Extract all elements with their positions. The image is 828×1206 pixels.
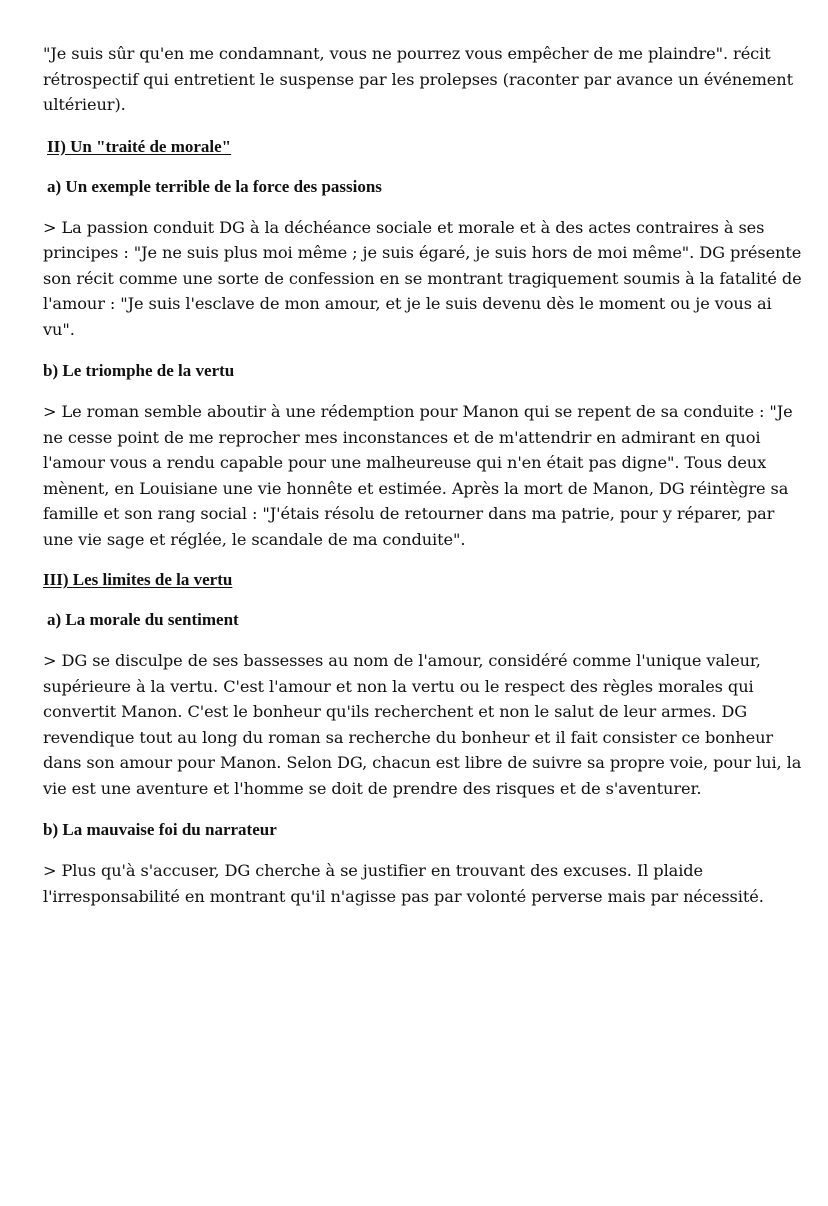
section-2a-paragraph: > La passion conduit DG à la déchéance sociale et morale et à des actes contraires à ses principes : "Je ne suis plus moi même ; je suis égaré, je suis hors de moi même". DG présente son récit comme une sorte de confession en se montrant tragiquement soumis à la fatalité de l'amour : "Je suis l'esclave de mon amour, et je le suis devenu dès le moment ou je vous ai vu". bbox=[43, 217, 802, 339]
intro-paragraph: "Je suis sûr qu'en me condamnant, vous ne pourrez vous empêcher de me plaindre". récit rétrospectif qui entretient le suspense par les prolepses (raconter par avance un événement ultérieur). bbox=[43, 44, 794, 114]
document-page bbox=[43, 41, 803, 909]
section-3a-heading: a) La morale du sentiment bbox=[47, 610, 239, 629]
section-3b-heading: b) La mauvaise foi du narrateur bbox=[43, 820, 277, 839]
section-3b-paragraph: > Plus qu'à s'accuser, DG cherche à se justifier en trouvant des excuses. Il plaide l'irresponsabilité en montrant qu'il n'agisse pas par volonté perverse mais par nécessité. bbox=[43, 861, 764, 906]
section-3-heading bbox=[43, 569, 803, 591]
section-2-heading bbox=[43, 136, 803, 158]
section-3a-paragraph: > DG se disculpe de ses bassesses au nom de l'amour, considéré comme l'unique valeur, supérieure à la vertu. C'est l'amour et non la vertu ou le respect des règles morales qui convertit Manon. C'est le bonheur qu'ils recherchent et non le salut de leur armes. DG revendique tout au long du roman sa recherche du bonheur et il fait consister ce bonheur dans son amour pour Manon. Selon DG, chacun est libre de suivre sa propre voie, pour lui, la vie est une aventure et l'homme se doit de prendre des risques et de s'aventurer. bbox=[43, 651, 802, 798]
section-2b-paragraph: > Le roman semble aboutir à une rédemption pour Manon qui se repent de sa conduite : "Je ne cesse point de me reprocher mes inconstances et de m'attendrir en admirant en quoi l'amour vous a rendu capable pour une malheureuse qui n'en était pas digne". Tous deux mènent, en Louisiane une vie honnête et estimée. Après la mort de Manon, DG réintègre sa famille et son rang social : "J'étais résolu de retourner dans ma patrie, pour y réparer, par une vie sage et réglée, le scandale de ma conduite". bbox=[43, 402, 793, 549]
section-2-title: II) Un "traité de morale" bbox=[47, 136, 232, 156]
section-3-title: III) Les limites de la vertu bbox=[43, 570, 233, 589]
section-2b-heading: b) Le triomphe de la vertu bbox=[43, 361, 235, 380]
section-2a-heading: a) Un exemple terrible de la force des passions bbox=[47, 176, 382, 196]
